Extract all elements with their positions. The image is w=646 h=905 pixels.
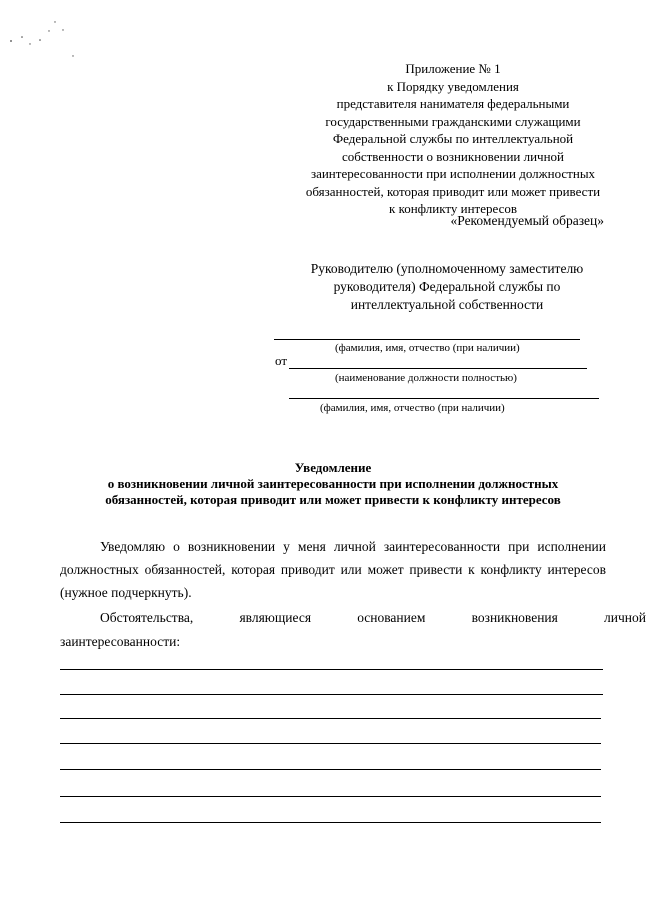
appendix-line: Приложение № 1 <box>405 61 501 76</box>
appendix-line: Федеральной службы по интеллектуальной <box>332 131 574 146</box>
notice-subtitle: о возникновении личной заинтересованности при исполнении должностных <box>107 476 559 491</box>
appendix-line: обязанностей, которая приводит или может привести <box>305 183 601 199</box>
notice-heading: Уведомление <box>294 460 372 475</box>
circumstances-word: возникновения <box>471 610 558 625</box>
circumstances-word: основанием <box>357 610 426 625</box>
employee-name-hint: (фамилия, имя, отчество (при наличии) <box>320 402 505 414</box>
answer-line[interactable] <box>60 796 601 797</box>
head-name-hint: (фамилия, имя, отчество (при наличии) <box>335 342 520 354</box>
position-hint: (наименование должности полностью) <box>335 372 517 384</box>
notice-subtitle: обязанностей, которая приводит или может привести к конфликту интересов <box>105 492 561 507</box>
addressee-block <box>284 260 610 314</box>
answer-line[interactable] <box>60 669 603 670</box>
from-label: от <box>275 353 288 368</box>
head-name-field[interactable] <box>274 339 580 340</box>
circumstances-end: заинтересованности: <box>60 634 181 649</box>
appendix-line: собственности о возникновении личной <box>341 148 565 164</box>
addressee-line: интеллектуальной собственности <box>350 297 544 312</box>
appendix-line: к Порядку уведомления <box>387 78 519 94</box>
answer-line[interactable] <box>60 769 601 770</box>
addressee-line: Руководителю (уполномоченному заместителю <box>310 261 584 276</box>
notice-title <box>40 460 626 508</box>
sample-label: «Рекомендуемый образец» <box>450 213 604 228</box>
appendix-line: заинтересованности при исполнении должностных <box>310 166 596 181</box>
answer-line[interactable] <box>60 718 601 719</box>
appendix-line: государственными гражданскими служащими <box>325 113 581 129</box>
answer-line[interactable] <box>60 743 601 744</box>
circumstances-line <box>60 606 646 629</box>
notice-paragraph: Уведомляю о возникновении у меня личной заинтересованности при исполнении должностных обязанностей, которая приводит или может привести к конфликту интересов (нужное подчеркнуть). <box>60 539 606 600</box>
appendix-line: к конфликту интересов <box>389 201 517 216</box>
answer-line[interactable] <box>60 822 601 823</box>
circumstances-word: являющиеся <box>239 610 312 625</box>
employee-name-field[interactable] <box>289 398 599 399</box>
appendix-header <box>285 60 621 218</box>
circumstances-word: Обстоятельства, <box>100 610 194 625</box>
circumstances-word: личной <box>604 610 646 625</box>
scan-specks <box>0 0 90 60</box>
answer-line[interactable] <box>60 694 603 695</box>
position-field[interactable] <box>289 368 587 369</box>
appendix-line: представителя нанимателя федеральными <box>336 96 570 111</box>
addressee-line: руководителя) Федеральной службы по <box>333 279 561 294</box>
